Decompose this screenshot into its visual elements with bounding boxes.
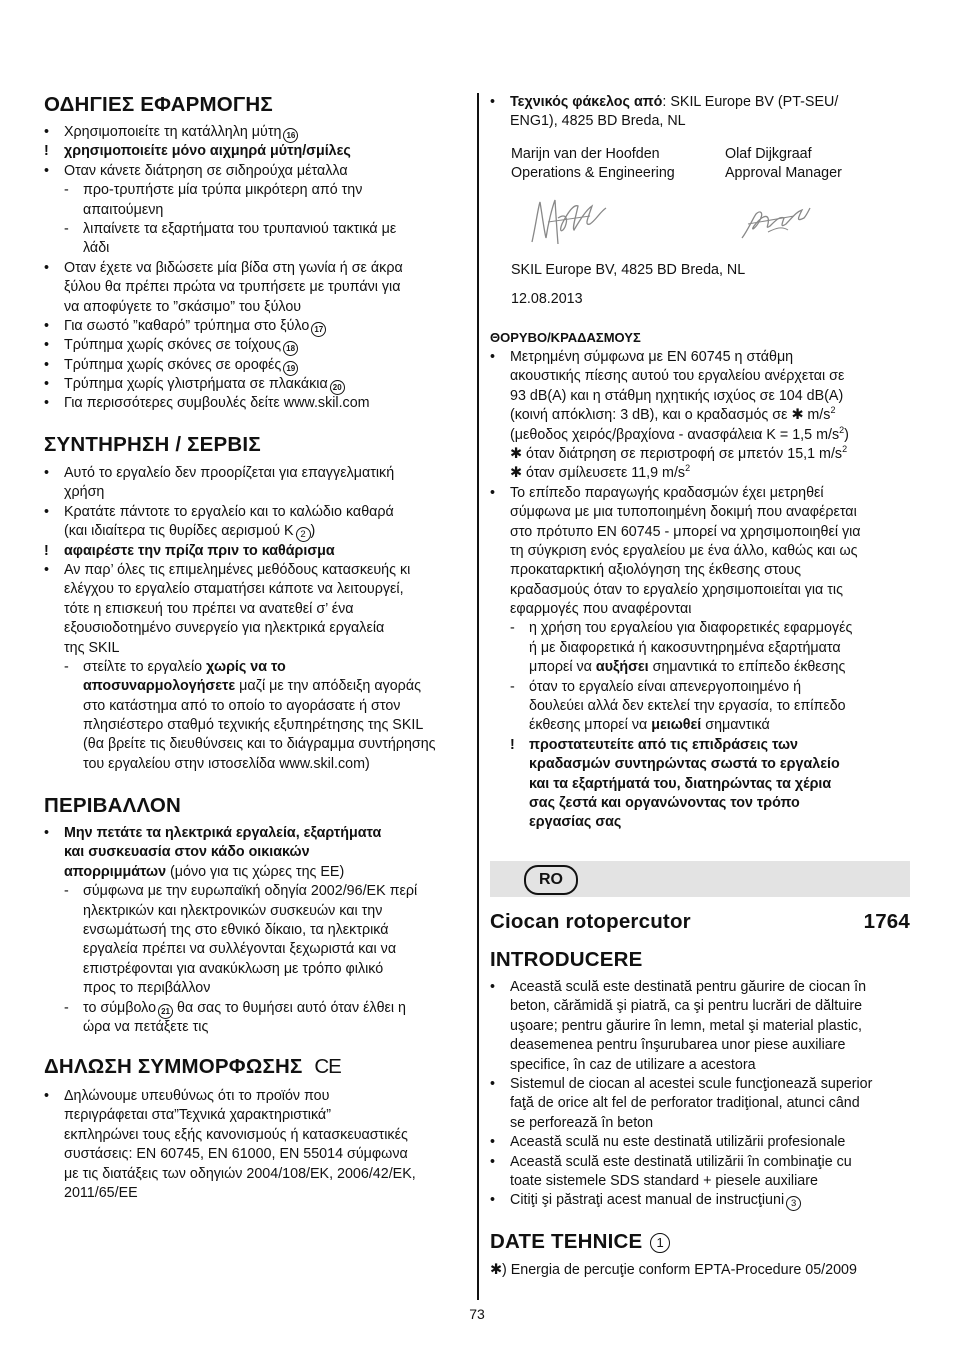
bullet-icon: • [44,376,50,393]
list-line [44,201,468,220]
list-technical-file [490,93,910,132]
text-run: ενσωμάτωσή της στο εθνικό δίκαιο, τα ηλεκτρικά [83,921,389,938]
list-line [490,1017,910,1036]
list-line [44,960,468,979]
heading-noise-vibration: ΘΟΡΥΒΟ/ΚΡΑΔΑΣΜΟΥΣ [490,330,641,345]
list-line [44,658,468,677]
list-line [490,813,910,832]
text-run: μαζί με την απόδειξη αγοράς [235,678,421,695]
company-address: SKIL Europe BV, 4825 BD Breda, NL [511,262,746,278]
text-run: αφαιρέστε την πρίζα πριν το καθάρισμα [64,542,335,559]
text-run: ή με διαφορετικά ή κακοσυντηρημένα εξαρτήματα [529,639,841,656]
text-run: πλησιέστερο σταθμό τεχνικής εξυπηρέτησης της SKIL [83,717,424,734]
list-line [44,882,468,901]
list-line [44,259,468,278]
text-run: Μην πετάτε τα ηλεκτρικά εργαλεία, εξαρτήματα [64,825,382,841]
bullet-icon: • [44,825,50,841]
list-line [490,716,910,735]
text-run: Οταν κάνετε διάτρηση σε σιδηρούχα μέταλλα [64,162,348,179]
declaration-date: 12.08.2013 [511,291,583,307]
date-tehnice-title: DATE TEHNICE [490,1230,643,1253]
text-run: απαιτούμενη [83,201,164,218]
list-line [44,503,468,522]
list-line [44,580,468,599]
text-run: σύμφωνα με μια τυποποιημένη δοκιμή που αναφέρεται [510,504,857,521]
text-run: Citiţi şi păstraţi acest manual de instrucţiuni [510,1192,785,1209]
bullet-icon: • [44,356,50,373]
text-run: ώρα να πετάξετε τις [83,1018,209,1035]
text-run: ελέγχου το εργαλείο σταματήσει κάποτε να λειτουργεί, [64,581,404,598]
list-line [44,824,468,843]
text-run: κραδασμούς όταν το εργαλείο χρησιμοποιείται για τις [510,581,844,598]
text-run: συστάσεις: EN 60745, EN 61000, EN 55014 σύμφωνα [64,1146,408,1163]
list-line [490,93,910,112]
list-line [44,375,468,394]
bullet-icon: • [490,1153,496,1170]
signer-1-name: Marijn van der Hoofden [511,146,660,162]
list-line [490,1056,910,1075]
dash-icon: - [64,220,69,237]
text-run: δουλεύει αλλά δεν εκτελεί την εργασία, το επίπεδο [529,698,846,715]
figure-ref-icon: 18 [283,341,298,356]
list-line [44,735,468,754]
list-line [44,142,468,161]
list-line [44,940,468,959]
text-run: σας ζεστά και οργανώνοντας τον τρόπο [529,794,800,811]
bullet-icon: • [490,484,496,501]
text-run: τότε η επισκευή του πρέπει να ανατεθεί σ’ ένα [64,600,354,617]
list-line [490,775,910,794]
text-run: μειωθεί [651,717,702,734]
bullet-icon: • [44,124,50,140]
dash-icon: - [510,620,515,637]
list-line [44,278,468,297]
list-line [490,387,910,406]
text-run: όταν το εργαλείο είναι απενεργοποιημένο ή [529,678,802,695]
list-line [490,445,910,464]
list-line [490,639,910,658]
heading-introducere: INTRODUCERE [490,948,643,971]
superscript: 2 [830,405,836,416]
bullet-icon: • [490,1134,496,1151]
list-line [44,239,468,258]
list-line [44,336,468,355]
text-run: εργαλεία πρέπει να συλλέγονται ξεχωριστά και να [83,941,397,958]
bullet-icon: • [44,162,50,179]
bullet-icon: • [44,337,50,354]
list-line [44,220,468,239]
text-run: Για περισσότερες συμβουλές δείτε www.skil.com [64,395,370,412]
list-line [44,522,468,541]
text-run: η χρήση του εργαλείου για διαφορετικές εφαρμογές [529,620,853,637]
text-run: απορριμμάτων [64,863,167,880]
list-line [44,561,468,580]
list-maintenance-service [44,464,468,774]
dash-icon: - [64,182,69,199]
text-run: χρήση [64,484,105,501]
text-run: σημαντικά το επίπεδο έκθεσης [648,659,846,676]
list-line [490,542,910,561]
heading-maintenance-service: ΣΥΝΤΗΡΗΣΗ / ΣΕΡΒΙΣ [44,433,261,456]
list-line [44,356,468,375]
heading-declaration-conformity [44,1055,341,1079]
list-line [44,1145,468,1164]
text-run: μπορεί να [529,659,596,676]
list-line [490,997,910,1016]
list-line [44,394,468,413]
list-line [44,755,468,774]
figure-ref-icon: 20 [330,380,345,395]
list-line [490,1036,910,1055]
list-line [44,1106,468,1125]
text-run: επιστρέφονται για ανακύκλωση με τρόπο φιλικό [83,960,384,977]
list-line [44,639,468,658]
text-run: κραδασμών συντηρώντας σωστά το εργαλείο [529,756,840,773]
declaration-title: ΔΗΛΩΣΗ ΣΥΜΜΟΡΦΩΣΗΣ [44,1055,303,1078]
text-run: σύμφωνα με την ευρωπαϊκή οδηγία 2002/96/ΕΚ περί [83,883,418,900]
text-run: Μετρημένη σύμφωνα με EN 60745 η στάθμη [510,349,794,365]
signer-1-role: Operations & Engineering [511,165,675,181]
text-run: deasemenea pentru înşurubarea unor piese auxiliare [510,1037,846,1054]
bullet-icon: • [490,94,496,110]
text-run: προ-τρυπήστε μία τρύπα μικρότερη από την [83,182,363,199]
text-run: beton, cărămidă şi piatră, ca şi pentru lucrări de dăltuire [510,998,863,1015]
list-line [490,503,910,522]
dash-icon: - [64,658,69,675]
list-line [44,999,468,1018]
text-run: 93 dB(A) και η στάθμη ηχητικής ισχύος σε 104 dB(A) [510,387,844,404]
list-line [44,1018,468,1037]
text-run: Το επίπεδο παραγωγής κραδασμών έχει μετρηθεί [510,484,824,501]
list-line [490,426,910,445]
list-line [44,162,468,181]
text-run: να αποφύγετε το ”σκάσιμο” του ξύλου [64,298,302,315]
list-line [490,561,910,580]
list-application-tips [44,123,468,414]
text-run: της SKIL [64,639,120,656]
dash-icon: - [64,999,69,1016]
text-run: λάδι [83,240,110,257]
list-line [44,1126,468,1145]
list-line [490,1094,910,1113]
bullet-icon: • [44,503,50,520]
list-line [44,902,468,921]
list-line [44,317,468,336]
bullet-icon: • [490,349,496,365]
text-run: toate sistemele SDS standard + piesele auxiliare [510,1172,818,1189]
text-run: ) [844,426,849,443]
text-run: ENG1), 4825 BD Breda, NL [510,113,686,130]
list-line [490,755,910,774]
bullet-icon: • [44,465,50,481]
signer-2-role: Approval Manager [725,165,842,181]
list-line [490,1153,910,1172]
figure-ref-icon: 21 [158,1004,173,1019]
list-line [44,677,468,696]
bullet-icon: • [44,1088,50,1104]
list-line [490,697,910,716]
list-line [490,1133,910,1152]
text-run: Τρύπημα χωρίς σκόνες σε τοίχους [64,337,282,354]
list-line [490,794,910,813]
text-run: ακουστικής πίεσης αυτού του εργαλείου ανέρχεται σε [510,368,845,385]
list-line [490,600,910,619]
text-run: εργασίας σας [529,814,622,831]
list-introducere [490,978,910,1211]
text-run: με τις διατάξεις των οδηγιών 2004/108/ΕΚ, 2006/42/ΕΚ, [64,1165,416,1182]
text-run: θα σας το θυμήσει αυτό όταν έλθει η [173,999,407,1016]
bullet-icon: • [490,1192,496,1209]
heading-environment: ΠΕΡΙΒΑΛΛΟΝ [44,794,182,817]
warning-mark-icon: ! [44,542,49,559]
list-line [44,1087,468,1106]
dash-icon: - [510,678,515,695]
text-run: Χρησιμοποιείτε τη κατάλληλη μύτη [64,124,282,140]
text-run: του εργαλείου στην ιστοσελίδα www.skil.com) [83,755,370,772]
list-line [44,464,468,483]
list-line [44,921,468,940]
signature-2-icon [738,200,812,246]
text-run: Κρατάτε πάντοτε το εργαλείο και το καλώδιο καθαρά [64,503,394,520]
heading-date-tehnice [490,1230,670,1254]
text-run: Τρύπημα χωρίς σκόνες σε οροφές [64,356,282,373]
text-run: ✱ όταν διάτρηση σε περιστροφή σε μπετόν 15,1 m/s [510,445,843,462]
superscript: 2 [685,463,691,474]
text-run: περιγράφεται στα”Τεχνικά χαρακτηριστικά” [64,1107,331,1124]
list-line [44,863,468,882]
signature-1-icon [528,194,610,252]
text-run: (κοινή απόκλιση: 3 dB), και ο κραδασμός σε ✱ m/s [510,407,831,424]
figure-ref-1-icon: 1 [650,1233,670,1253]
superscript: 2 [839,424,845,435]
text-run: (μόνο για τις χώρες της ΕΕ) [166,863,345,880]
figure-ref-icon: 19 [283,361,298,376]
text-run: προστατευτείτε από τις επιδράσεις των [529,736,799,753]
list-line [44,1165,468,1184]
bullet-icon: • [490,1075,496,1092]
text-run: (μεθοδος χειρός/βραχίονα - ανασφάλεια K = 1,5 m/s [510,426,840,443]
list-line [490,1172,910,1191]
list-line [44,979,468,998]
text-run: έκθεσης μπορεί να [529,717,652,734]
list-line [490,464,910,483]
list-line [490,1075,910,1094]
list-line [44,600,468,619]
ce-mark-icon: CE [314,1055,341,1078]
list-environment [44,824,468,1037]
list-line [490,978,910,997]
text-run: Αν παρ’ όλες τις επιμελημένες μεθόδους κατασκευής κι [64,561,411,578]
tech-footnote: ✱) Energia de percuţie conform EPTA-Procedure 05/2009 [490,1262,857,1278]
column-divider [477,93,479,1300]
text-run: χρησιμοποιείτε μόνο αιχμηρά μύτη/σμίλες [64,143,351,160]
list-line [490,406,910,425]
list-line [44,1184,468,1203]
text-run: 2011/65/ΕΕ [64,1184,138,1201]
text-run: Sistemul de ciocan al acestei scule funcţionează superior [510,1075,873,1092]
list-line [490,1114,910,1133]
text-run: χωρίς να το [206,658,286,675]
language-badge-ro: RO [524,865,578,895]
text-run: ✱ όταν σμίλευσετε 11,9 m/s [510,465,686,482]
text-run: προς το περιβάλλον [83,980,211,997]
text-run: το σύμβολο [83,999,157,1016]
text-run: se perforează în beton [510,1114,654,1131]
list-line [44,619,468,638]
text-run: uşoare; pentru găurire în lemn, metal şi material plastic, [510,1017,863,1034]
bullet-icon: • [490,979,496,995]
list-line [490,1191,910,1210]
text-run: Οταν έχετε να βιδώσετε μία βίδα στη γωνία ή σε άκρα [64,259,403,276]
text-run: Τεχνικός φάκελος από [510,94,663,110]
list-line [490,112,910,131]
text-run: ηλεκτρικών και ηλεκτρονικών συσκευών και την [83,902,383,919]
list-line [44,697,468,716]
superscript: 2 [842,444,848,455]
text-run: Această sculă este destinată pentru găurire de ciocan în [510,979,867,995]
dash-icon: - [64,883,69,900]
text-run: (θα βρείτε τις διευθύνσεις και το διάγραμμα συντήρησης [83,736,436,753]
list-line [44,716,468,735]
list-line [490,736,910,755]
language-bar [490,861,910,897]
bullet-icon: • [44,561,50,578]
text-run: Τρύπημα χωρίς γλιστρήματα σε πλακάκια [64,376,328,393]
figure-ref-icon: 16 [283,128,298,143]
list-noise-vibration [490,348,910,833]
list-line [490,348,910,367]
text-run: Această sculă nu este destinată utilizării profesionale [510,1134,846,1151]
text-run: ) [310,523,316,540]
heading-application-tips: ΟΔΗΓΙΕΣ ΕΦΑΡΜΟΓΗΣ [44,93,273,116]
list-line [490,523,910,542]
text-run: τη σύγκριση ενός εργαλείου με ένα άλλο, καθώς και ως [510,542,858,559]
text-run: εξουσιοδοτημένο συνεργείο για ηλεκτρικά εργαλεία [64,620,385,637]
list-line [44,181,468,200]
text-run: (και ιδιαίτερα τις θυρίδες αερισμού K [64,523,294,540]
text-run: εφαρμογές που αναφέρονται [510,601,692,618]
list-line [490,367,910,386]
figure-ref-icon: 2 [296,527,311,542]
text-run: και συσκευασία στον κάδο οικιακών [64,844,310,861]
text-run: ξύλου θα πρέπει πρώτα να τρυπήσετε με τρυπάνι για [64,279,401,296]
text-run: Για σωστό ”καθαρό” τρύπημα στο ξύλο [64,317,310,334]
list-line [44,123,468,142]
figure-ref-icon: 3 [786,1196,801,1211]
text-run: στο πρότυπο EN 60745 - μπορεί να χρησιμοποιηθεί για [510,523,861,540]
list-line [44,542,468,561]
list-line [490,581,910,600]
bullet-icon: • [44,317,50,334]
text-run: αυξήσει [595,659,649,676]
list-line [490,678,910,697]
text-run: λιπαίνετε τα εξαρτήματα του τρυπανιού τακτικά με [83,220,397,237]
text-run: και τα εξαρτήματά του, διατηρώντας τα χέρια [529,775,832,792]
list-line [490,619,910,638]
figure-ref-icon: 17 [311,322,326,337]
text-run: Δηλώνουμε υπευθύνως ότι το προϊόν που [64,1088,330,1104]
list-line [44,843,468,862]
text-run: Αυτό το εργαλείο δεν προορίζεται για επαγγελματική [64,465,395,481]
text-run: specifice, în caz de utilizare a acestora [510,1056,756,1073]
bullet-icon: • [44,395,50,412]
text-run: στο κατάστημα από το οποίο το αγοράσατε ή στον [83,697,401,714]
bullet-icon: • [44,259,50,276]
text-run: στείλτε το εργαλείο [83,658,207,675]
text-run: εκπληρώνει τους εξής κανονισμούς ή κατασκευαστικές [64,1126,408,1143]
text-run: : SKIL Europe BV (PT-SEU/ [662,94,839,110]
list-declaration [44,1087,468,1203]
text-run: σημαντικά [701,717,770,734]
product-code: 1764 [863,910,910,933]
list-line [44,483,468,502]
signer-2-name: Olaf Dijkgraaf [725,146,812,162]
list-line [490,658,910,677]
text-run: Această sculă este destinată utilizării în combinaţie cu [510,1153,852,1170]
list-line [490,484,910,503]
list-line [44,298,468,317]
text-run: προκαταρκτική αξιολόγηση της έκθεσης στους [510,562,802,579]
warning-mark-icon: ! [44,143,49,160]
product-title: Ciocan rotopercutor [490,910,691,933]
text-run: faţă de orice alt fel de perforator tradiţional, atunci când [510,1095,860,1112]
warning-mark-icon: ! [510,736,515,753]
page-number: 73 [469,1306,485,1322]
text-run: αποσυναρμολογήσετε [83,678,236,695]
